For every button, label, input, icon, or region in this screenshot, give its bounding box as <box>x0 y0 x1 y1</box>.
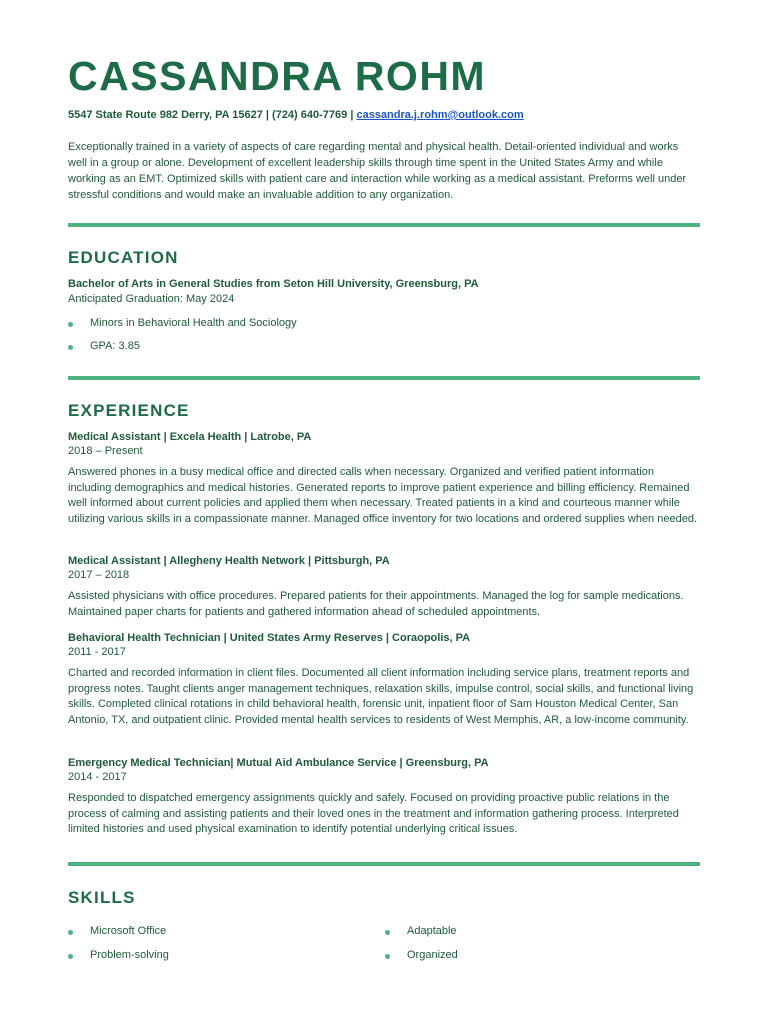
experience-heading: EXPERIENCE <box>68 401 190 420</box>
bullet-dot <box>385 954 390 959</box>
bullet-dot <box>385 930 390 935</box>
skill-text: Microsoft Office <box>90 925 167 937</box>
job-description: Assisted physicians with office procedures. Prepared patients for their appointments. Managed the log for sample medications. Maintained paper charts for patients and gathered information ahead of scheduled appointments. <box>68 590 684 618</box>
section-divider <box>68 376 700 380</box>
job-entry <box>68 431 700 527</box>
skills-heading: SKILLS <box>68 888 136 907</box>
job-dates: 2017 – 2018 <box>68 569 130 581</box>
job-entry <box>68 555 700 620</box>
education-heading: EDUCATION <box>68 248 179 267</box>
graduation-date: Anticipated Graduation: May 2024 <box>68 293 235 305</box>
job-heading: Emergency Medical Technician| Mutual Aid Ambulance Service | Greensburg, PA <box>68 757 489 769</box>
job-description: Charted and recorded information in client files. Documented all client information including service plans, treatment reports and progress notes. Taught clients anger management techniques, relaxation skills, impulse control, social skills, and functional living skills. Completed clinical rotations in child behavioral health, forensic unit, inpatient floor of Sam Houston Medical Center, San Antonio, TX, and outpatient clinic. Provided mental health services to residents of West Memphis, AR, a low-income community. <box>68 667 694 726</box>
degree-title: Bachelor of Arts in General Studies from Seton Hill University, Greensburg, PA <box>68 278 479 290</box>
bullet-dot <box>68 322 73 327</box>
skill-text: Problem-solving <box>90 949 169 961</box>
job-dates: 2018 – Present <box>68 445 143 457</box>
job-entry <box>68 757 700 838</box>
section-divider <box>68 223 700 227</box>
email-link[interactable]: cassandra.j.rohm@outlook.com <box>356 109 524 121</box>
job-heading: Medical Assistant | Allegheny Health Network | Pittsburgh, PA <box>68 555 390 567</box>
bullet-dot <box>68 930 73 935</box>
job-description: Responded to dispatched emergency assignments quickly and safely. Focused on providing proactive public relations in the process of calming and assisting patients and their loved ones in the treatment and information gathering process. Interpreted limited histories and used physical examination to identify potential underlying critical issues. <box>68 792 679 835</box>
skill-text: Adaptable <box>407 925 457 937</box>
education-degree <box>68 278 700 290</box>
job-description: Answered phones in a busy medical office and directed calls when necessary. Organized and verified patient information including demographics and medical histories. Generated reports to improve patient experience and billing efficiency. Remained well informed about current policies and applied them when necessary. Treated patients in a kind and courteous manner while utilizing various skills in a compassionate manner. Managed office inventory for two locations and ordered supplies when needed. <box>68 466 697 525</box>
job-dates: 2014 - 2017 <box>68 771 127 783</box>
skill-text: Organized <box>407 949 458 961</box>
bullet-dot <box>68 954 73 959</box>
contact-line <box>68 109 524 121</box>
job-entry <box>68 632 700 728</box>
education-graduation-block <box>68 293 700 305</box>
candidate-name: CASSANDRA ROHM <box>68 53 487 99</box>
bullet-text: GPA: 3.85 <box>90 340 140 352</box>
job-heading: Medical Assistant | Excela Health | Latrobe, PA <box>68 431 312 443</box>
job-heading: Behavioral Health Technician | United States Army Reserves | Coraopolis, PA <box>68 632 471 644</box>
bullet-text: Minors in Behavioral Health and Sociology <box>90 317 297 329</box>
bullet-dot <box>68 345 73 350</box>
section-divider <box>68 862 700 866</box>
summary-paragraph: Exceptionally trained in a variety of aspects of care regarding mental and physical health. Detail-oriented individual and works well in a group or alone. Development of excellent leadership skills through time spent in the United States Army and while working as an EMT. Optimized skills with patient care and interaction while working as a medical assistant. Preforms well under stressful conditions and would make an invaluable addition to any organization. <box>68 141 687 201</box>
contact-details: 5547 State Route 982 Derry, PA 15627 | (724) 640-7769 | <box>68 109 357 121</box>
job-dates: 2011 - 2017 <box>68 646 126 658</box>
